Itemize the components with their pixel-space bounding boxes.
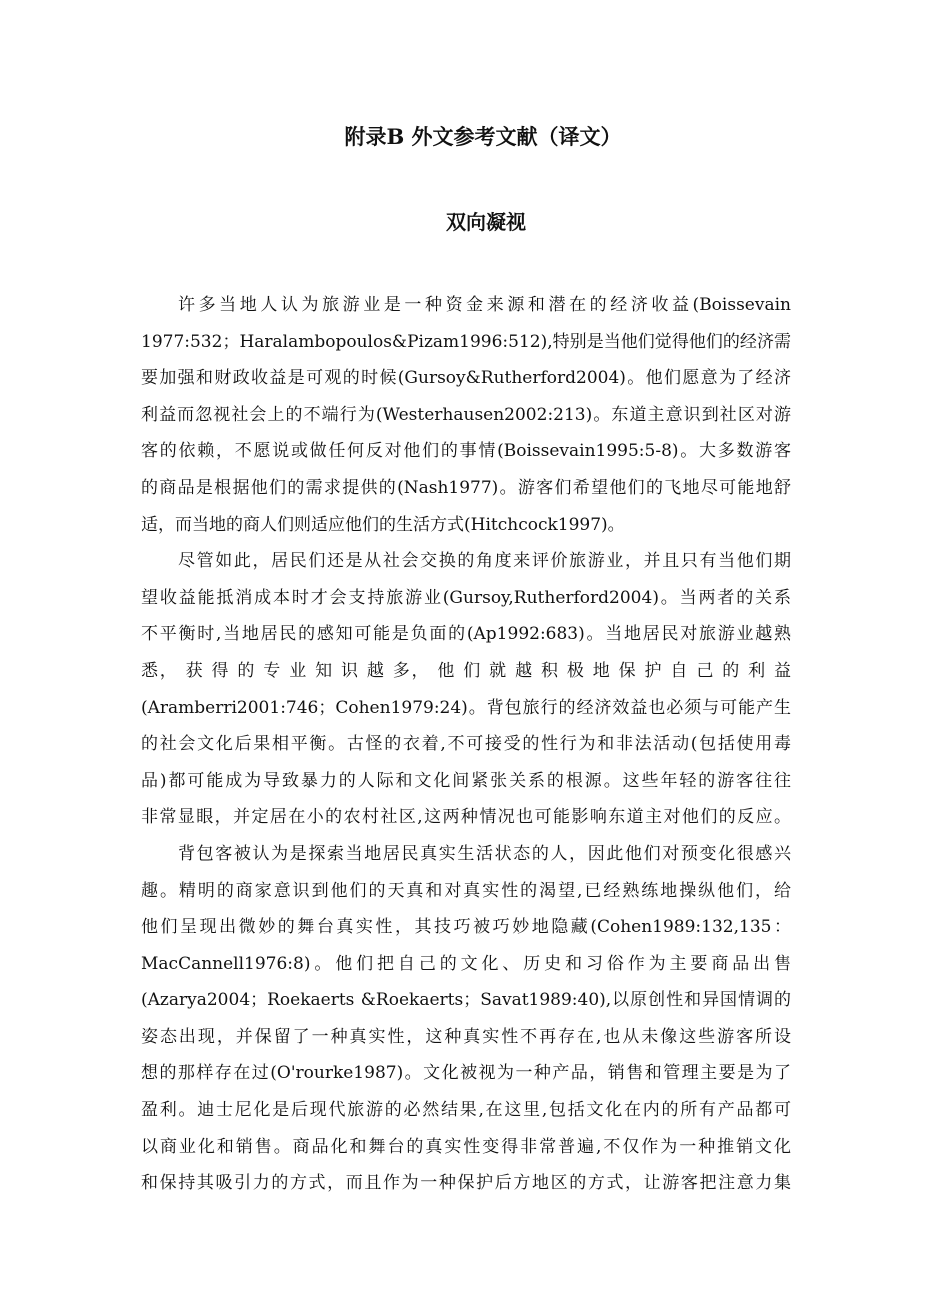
paragraph-2 <box>141 543 791 836</box>
text-line: 的社会文化后果相平衡。古怪的衣着,不可接受的性行为和非法活动(包括使用毒 <box>141 734 791 755</box>
article-title: 双向凝视 <box>446 210 526 234</box>
text-line: 他们呈现出微妙的舞台真实性，其技巧被巧妙地隐藏(Cohen1989:132,135： <box>141 917 791 938</box>
text-line: 趣。精明的商家意识到他们的天真和对真实性的渴望,已经熟练地操纵他们，给 <box>141 880 791 901</box>
text-line: MacCannell1976:8)。他们把自己的文化、历史和习俗作为主要商品出售 <box>141 953 791 974</box>
text-line: 望收益能抵消成本时才会支持旅游业(Gursoy,Rutherford2004)。当两者的关系 <box>141 587 791 608</box>
text-line: 非常显眼，并定居在小的农村社区,这两种情况也可能影响东道主对他们的反应。 <box>141 807 791 828</box>
paragraph-3 <box>141 836 791 1202</box>
text-line: 悉， 获 得 的 专 业 知 识 越 多， 他 们 就 越 积 极 地 保 护 自 己 的 利 益 <box>141 660 791 681</box>
text-line: 客的依赖，不愿说或做任何反对他们的事情(Boissevain1995:5-8)。大多数游客 <box>141 441 791 462</box>
text-line: 以商业化和销售。商品化和舞台的真实性变得非常普遍,不仅作为一种推销文化 <box>141 1136 791 1157</box>
text-line: (Azarya2004；Roekaerts &Roekaerts；Savat1989:40),以原创性和异国情调的 <box>141 990 791 1011</box>
text-line: 要加强和财政收益是可观的时候(Gursoy&Rutherford2004)。他们愿意为了经济 <box>141 368 791 389</box>
text-line: 背包客被认为是探索当地居民真实生活状态的人，因此他们对预变化很感兴 <box>178 843 791 864</box>
paragraph-1 <box>141 287 791 543</box>
text-line: 适，而当地的商人们则适应他们的生活方式(Hitchcock1997)。 <box>141 514 625 535</box>
text-line: 的商品是根据他们的需求提供的(Nash1977)。游客们希望他们的飞地尽可能地舒 <box>141 477 791 498</box>
text-line: 想的那样存在过(O'rourke1987)。文化被视为一种产品，销售和管理主要是为了 <box>141 1063 791 1084</box>
text-line: 1977:532；Haralambopoulos&Pizam1996:512),特别是当他们觉得他们的经济需 <box>141 331 791 352</box>
text-line: 尽管如此，居民们还是从社会交换的角度来评价旅游业，并且只有当他们期 <box>178 551 791 572</box>
text-line: 许多当地人认为旅游业是一种资金来源和潜在的经济收益(Boissevain <box>178 295 791 315</box>
text-line: 不平衡时,当地居民的感知可能是负面的(Ap1992:683)。当地居民对旅游业越熟 <box>141 624 791 645</box>
text-line: 盈利。迪士尼化是后现代旅游的必然结果,在这里,包括文化在内的所有产品都可 <box>141 1100 791 1121</box>
text-line: 和保持其吸引力的方式，而且作为一种保护后方地区的方式，让游客把注意力集 <box>141 1173 791 1194</box>
article-body <box>141 287 791 1202</box>
appendix-title: 附录B 外文参考文献（译文） <box>344 124 622 149</box>
text-line: (Aramberri2001:746；Cohen1979:24)。背包旅行的经济效益也必须与可能产生 <box>141 697 791 718</box>
text-line: 品)都可能成为导致暴力的人际和文化间紧张关系的根源。这些年轻的游客往往 <box>141 770 791 791</box>
text-line: 利益而忽视社会上的不端行为(Westerhausen2002:213)。东道主意识到社区对游 <box>141 404 791 425</box>
text-line: 姿态出现，并保留了一种真实性，这种真实性不再存在,也从未像这些游客所设 <box>141 1026 791 1047</box>
